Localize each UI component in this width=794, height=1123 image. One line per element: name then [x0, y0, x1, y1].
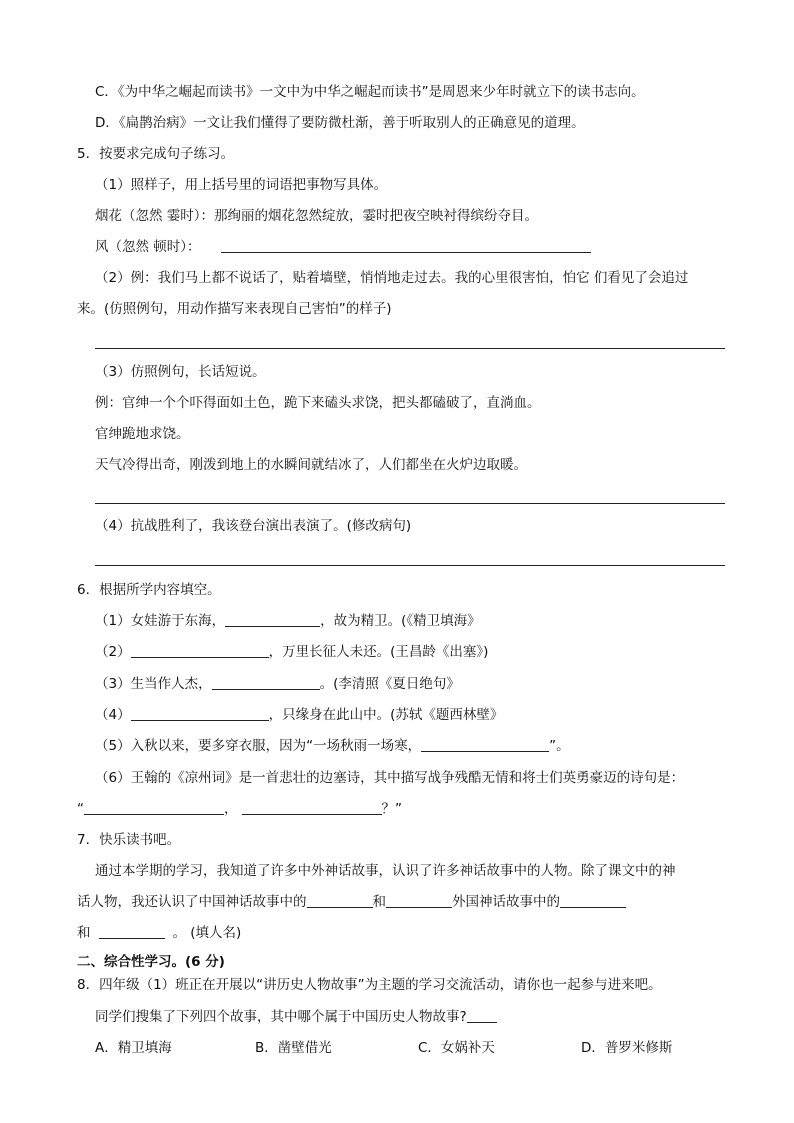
q5-part1-task — [95, 237, 591, 257]
q6-item5 — [95, 736, 570, 756]
open-quote: “ — [77, 801, 84, 817]
q6-item4 — [95, 705, 503, 725]
q5-part3-task: 天气冷得出奇，刚泼到地上的水瞬间就结冰了，人们都坐在火炉边取暖。 — [95, 457, 527, 473]
answer-blank[interactable] — [131, 706, 269, 721]
question-5-heading: 5．按要求完成句子练习。 — [77, 146, 235, 162]
question-6-heading: 6．根据所学内容填空。 — [77, 582, 221, 598]
q7-text-hint: 。 (填人名) — [172, 925, 242, 941]
answer-line[interactable] — [95, 565, 725, 566]
close-quote: ？” — [381, 801, 402, 817]
q6-item6: （6）王翰的《凉州词》是一首悲壮的边塞诗，其中描写战争残酷无情和将士们英勇豪迈的诗句是： — [95, 770, 685, 786]
answer-blank[interactable] — [560, 893, 626, 908]
q5-part1-instruction: （1）照样子，用上括号里的词语把事物写具体。 — [95, 177, 388, 193]
answer-blank[interactable] — [467, 1008, 497, 1023]
q6-item1-source: ，故为精卫。(《精卫填海》 — [320, 613, 481, 629]
q5-part1-task-label: 风（忽然 顿时）： — [95, 239, 201, 255]
q6-item5-end: ”。 — [549, 738, 570, 754]
q8-part1 — [95, 1007, 497, 1027]
q5-part3-instruction: （3）仿照例句，长话短说。 — [95, 364, 266, 380]
option-c[interactable]: C．女娲补天 — [418, 1040, 495, 1056]
answer-line[interactable] — [95, 503, 725, 504]
answer-line[interactable] — [95, 348, 725, 349]
q6-item4-text: （4） — [95, 707, 131, 723]
q6-item2-source: ，万里长征人未还。(王昌龄《出塞》) — [268, 644, 489, 660]
q7-text-a: 话人物，我还认识了中国神话故事中的 — [77, 894, 307, 910]
q6-item1-text: （1）女娃游于东海， — [95, 613, 226, 629]
option-a[interactable]: A．精卫填海 — [95, 1040, 172, 1056]
answer-blank[interactable] — [307, 893, 373, 908]
answer-blank[interactable] — [84, 800, 224, 815]
q5-part1-example: 烟花（忽然 霎时）：那绚丽的烟花忽然绽放，霎时把夜空映衬得缤纷夺目。 — [95, 208, 539, 224]
q6-item5-text: （5）入秋以来，要多穿衣服，因为“一场秋雨一场寒， — [95, 738, 422, 754]
section-2-heading: 二、综合性学习。(6 分) — [77, 954, 225, 970]
answer-blank[interactable] — [221, 238, 591, 253]
q7-text-and: 和 — [372, 894, 386, 910]
q5-part3-example: 例：官绅一个个吓得面如土色，跪下来磕头求饶，把头都磕破了，直淌血。 — [95, 395, 541, 411]
q7-paragraph-line1: 通过本学期的学习，我知道了许多中外神话故事，认识了许多神话故事中的人物。除了课文中的神 — [95, 863, 676, 879]
q6-item2-text: （2） — [95, 644, 131, 660]
q8-part1-text: 同学们搜集了下列四个故事，其中哪个属于中国历史人物故事? — [95, 1009, 467, 1025]
q6-item4-source: ，只缘身在此山中。(苏轼《题西林壁》 — [268, 707, 504, 723]
q5-part2-line1: （2）例：我们马上都不说话了，贴着墙壁，悄悄地走过去。我的心里很害怕，怕它 们看见了会追过 — [95, 270, 689, 286]
comma: ， — [224, 801, 238, 817]
q7-paragraph-line3 — [77, 923, 241, 943]
question-7-heading: 7．快乐读书吧。 — [77, 832, 181, 848]
q5-part3-example-answer: 官绅跪地求饶。 — [95, 426, 190, 442]
q7-text-c: 外国神话故事中的 — [452, 894, 560, 910]
answer-blank[interactable] — [242, 800, 382, 815]
answer-blank[interactable] — [386, 893, 452, 908]
q7-text-and2: 和 — [77, 925, 91, 941]
option-c-line: C．《为中华之崛起而读书》一文中为中华之崛起而读书”是周恩来少年时就立下的读书志向。 — [95, 84, 645, 100]
q5-part2-line2: 来。(仿照例句，用动作描写来表现自己害怕”的样子) — [77, 301, 392, 317]
option-b[interactable]: B．凿壁借光 — [255, 1040, 332, 1056]
option-d-line: D．《扁鹊治病》一文让我们懂得了要防微杜渐，善于听取别人的正确意见的道理。 — [95, 115, 585, 131]
question-8-heading: 8．四年级（1）班正在开展以“讲历史人物故事”为主题的学习交流活动，请你也一起参与进来吧。 — [77, 977, 662, 993]
q6-item3 — [95, 674, 460, 694]
answer-blank[interactable] — [225, 612, 320, 627]
answer-blank[interactable] — [99, 924, 165, 939]
q6-item2 — [95, 642, 488, 662]
answer-blank[interactable] — [131, 643, 269, 658]
q6-item3-text: （3）生当作人杰， — [95, 676, 212, 692]
option-d[interactable]: D．普罗米修斯 — [581, 1040, 673, 1056]
answer-blank[interactable] — [212, 675, 320, 690]
q5-part4: （4）抗战胜利了，我该登台演出表演了。(修改病句) — [95, 518, 412, 534]
q6-item1 — [95, 611, 481, 631]
q7-paragraph-line2 — [77, 892, 626, 912]
q6-item3-source: 。(李清照《夏日绝句》 — [319, 676, 460, 692]
answer-blank[interactable] — [421, 737, 549, 752]
q6-item6-answer — [77, 799, 402, 819]
